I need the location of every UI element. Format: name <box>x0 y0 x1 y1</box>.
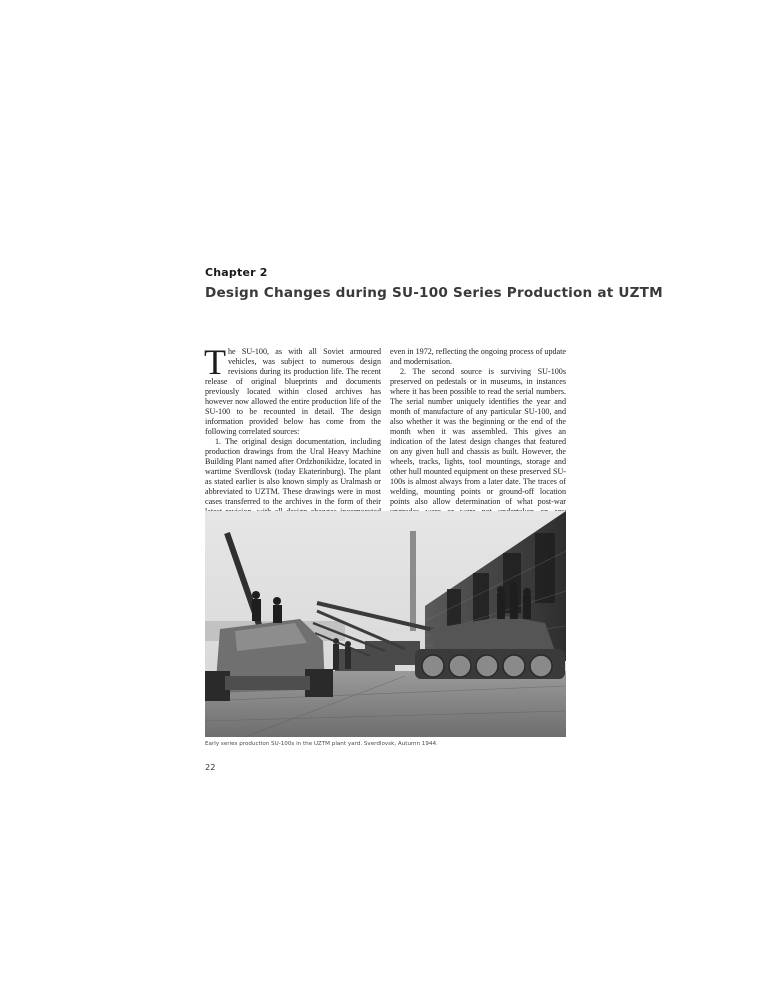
body-paragraph: 1. The original design documentation, including production drawings from the Ural Heavy Machine Building Plant named after Ordzhonikidze, located in wartime Sverdlovsk (today Ekaterinburg). The plant as stated earlier is also known simply as Uralmash or abbreviated to UZTM. These drawings were in most cases transferred to the archives in the form of their <box>205 437 381 506</box>
page-number: 22 <box>205 762 216 772</box>
body-paragraph <box>204 342 381 437</box>
figure-caption: Early series production SU-100s in the UZTM plant yard. Sverdlovsk, Autumn 1944. <box>205 741 438 747</box>
tank-photo <box>205 511 566 737</box>
drop-cap: T <box>204 342 226 382</box>
body-paragraph: even in 1972, reflecting the ongoing process of update and modernisation. <box>390 347 566 366</box>
chapter-title: Design Changes during SU-100 Series Production at UZTM <box>205 285 663 301</box>
chapter-label: Chapter 2 <box>205 266 268 279</box>
paragraph-text: he SU-100, as with all Soviet armoured vehicles, was subject to numerous design revisions during its production life. The recent release of original blueprints and documents previously located within closed archives has however now allowed the entire production life of the SU-100 to be recounted in detail. The design information provided below has come from the following correlated sources: <box>205 347 381 436</box>
body-paragraph: 2. The second source is surviving SU-100s preserved on pedestals or in museums, in instances where it has been possible to read the serial numbers. The serial number uniquely identifies the year and month of manufacture of any particular SU-100, and also whether it was the beginning or the end of the month when it was assembled. This gives an indication of the latest design changes that featured on any given hull and chassis as built. However, the wheels, tracks, lights, tool mountings, storage and other hull mounted equipment on these preserved SU-100s is almost always from a later date. The traces of welding, mounting points or ground-off location points also allow determination of what post-war <box>390 367 566 506</box>
